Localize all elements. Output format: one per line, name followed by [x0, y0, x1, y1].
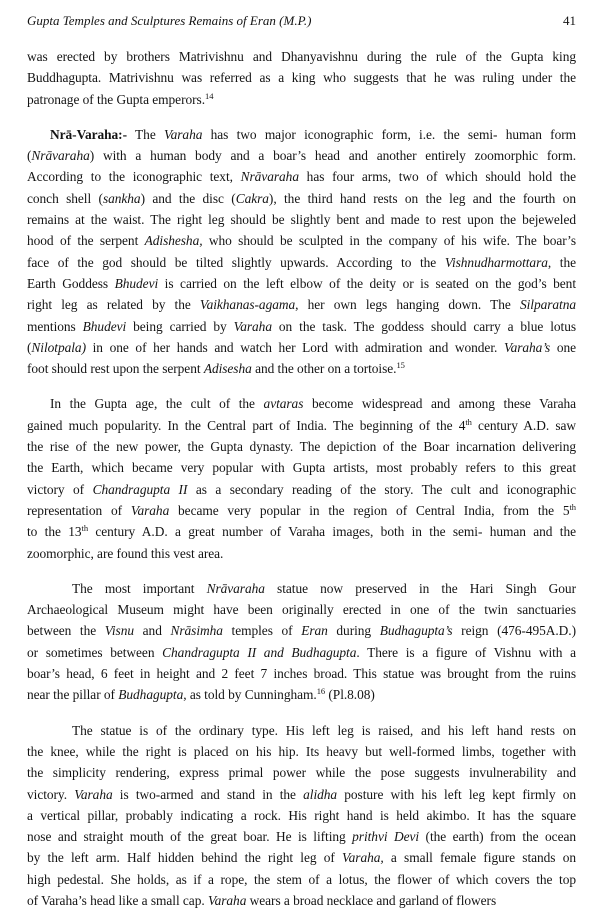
text-segment: and [134, 623, 171, 639]
text-line [27, 415, 576, 436]
text-segment: Chandragupta II and Budhagupta [162, 644, 357, 660]
text-segment: victory of [27, 481, 93, 497]
text-line [27, 805, 576, 826]
text-segment: Varaha [233, 318, 272, 334]
text-segment: statue now preserved in the Hari Singh Gour [264, 580, 576, 596]
text-segment: has two major iconographic form, i.e. the semi- human form [202, 126, 576, 142]
footnote-ref: th [569, 501, 576, 512]
paragraph-1 [27, 46, 576, 110]
text-segment: Eran [301, 623, 328, 639]
text-segment: the simplicity rendering, express primal power while the pose suggests invulnerability and [27, 765, 576, 781]
text-segment: Bhudevi [114, 275, 159, 291]
text-segment: reign (476-495A.D.) [452, 623, 577, 639]
footnote-ref: 16 [316, 686, 326, 697]
text-segment: the rise of the new power, the Gupta dynasty. The depiction of the Boar incarnation delivering [27, 439, 576, 455]
text-line [27, 784, 576, 805]
text-segment: a small female figure stands on [383, 850, 576, 866]
text-segment: sankha [102, 190, 141, 206]
text-segment: in one of her hands and watch her Lord with admiration and wonder. [85, 339, 504, 355]
running-head-title: Gupta Temples and Sculptures Remains of Eran (M.P.) [27, 13, 312, 28]
text-line [27, 67, 576, 88]
text-line [27, 252, 576, 273]
text-segment: Adishesha, [144, 233, 203, 249]
text-segment: Chandragupta II [92, 481, 188, 497]
text-segment: Earth Goddess [27, 275, 115, 291]
text-line [27, 46, 576, 67]
text-segment: patronage of the Gupta emperors. [27, 91, 205, 107]
text-segment: conch shell ( [27, 190, 103, 206]
text-segment: boar’s head, 6 feet in height and 2 feet 7 inches broad. This statue was brought from the ruins [27, 666, 576, 682]
text-segment: , the [547, 254, 576, 270]
text-segment: century A.D. saw [471, 417, 576, 433]
text-line [27, 869, 576, 890]
text-segment: , as told by Cunningham. [183, 687, 317, 703]
text-segment: Nilotpala) [31, 339, 86, 355]
text-segment: Cakra [235, 190, 269, 206]
text-segment: zoomorphic, are found this vest area. [27, 545, 224, 561]
text-segment: between the [27, 623, 105, 639]
text-line [27, 316, 576, 337]
text-segment: prithvi Devi [352, 829, 420, 845]
text-segment: , her own legs hanging down. The [295, 297, 520, 313]
text-segment: Archaeological Museum might have been originally erected in one of the twin sanctuaries [27, 602, 576, 618]
text-line [27, 543, 576, 564]
text-segment: . There is a figure of Vishnu with a [356, 644, 576, 660]
text-line [27, 479, 576, 500]
text-segment: is two-armed and stand in the [112, 786, 304, 802]
text-segment: near the pillar of [27, 687, 119, 703]
text-line [27, 393, 576, 414]
text-line [27, 188, 576, 209]
text-segment: The statue is of the ordinary type. His left leg is raised, and his left hand rests on [72, 722, 576, 738]
text-segment: foot should rest upon the serpent [27, 361, 204, 377]
text-segment: Bhudevi [82, 318, 127, 334]
text-segment: Vaikhanas-agama [199, 297, 296, 313]
text-segment: Nrāvaraha [240, 169, 299, 185]
text-segment: or sometimes between [27, 644, 163, 660]
text-segment: gained much popularity. In the Central part of India. The beginning of the 4 [27, 417, 466, 433]
text-segment: temples of [222, 623, 302, 639]
text-line [27, 294, 576, 315]
text-line [27, 166, 576, 187]
text-segment: Varaha [74, 786, 113, 802]
text-line [27, 642, 576, 663]
text-line [27, 521, 576, 542]
paragraph-2 [27, 124, 576, 380]
page-body [27, 46, 576, 911]
text-segment: The most important [72, 580, 207, 596]
text-segment: wears a broad necklace and garland of flowers [246, 892, 497, 908]
text-segment: In the Gupta age, the cult of the [50, 396, 264, 412]
text-segment: was erected by brothers Matrivishnu and Dhanyavishnu during the rule of the Gupta king [27, 49, 576, 64]
paragraph-3 [27, 393, 576, 563]
text-segment: Nrāvaraha [206, 580, 265, 596]
text-segment: Budhagupta [118, 687, 184, 703]
text-segment: mentions [27, 318, 83, 334]
text-segment: ) and the disc ( [140, 190, 236, 206]
text-line [27, 684, 576, 705]
text-segment: According to the iconographic text, [27, 169, 241, 185]
text-segment: Budhagupta’s [379, 623, 453, 639]
paragraph-5 [27, 720, 576, 911]
text-line [27, 762, 576, 783]
text-segment: being carried by [126, 318, 234, 334]
text-line [27, 847, 576, 868]
text-line [27, 145, 576, 166]
text-segment: The [127, 126, 164, 142]
text-line [27, 663, 576, 684]
text-segment: century A.D. a great number of Varaha images, both in the semi- human and the [88, 524, 576, 540]
text-segment: victory. [27, 786, 75, 802]
text-segment: high pedestal. She holds, as if a rope, the stem of a lotus, the flower of which covers the top [27, 871, 576, 887]
text-line [27, 273, 576, 294]
text-segment: posture with his left leg kept firmly on [337, 786, 576, 802]
text-segment: Visnu [104, 623, 135, 639]
text-segment: Silparatna [519, 297, 576, 313]
text-segment: right leg as related by the [27, 297, 200, 313]
text-segment: (the earth) from the ocean [419, 829, 577, 845]
text-segment: is carried on the left elbow of the deity or is seated on the god’s bent [158, 275, 576, 291]
text-segment: become widespread and among these Varaha [303, 396, 576, 412]
text-segment: the knee, while the right is placed on his hip. Its heavy but well-formed limbs, together with [27, 743, 576, 759]
page-number: 41 [563, 13, 576, 28]
text-segment: during [327, 623, 380, 639]
text-segment: on the task. The goddess should carry a blue lotus [271, 318, 577, 334]
text-segment: (Pl.8.08) [325, 687, 375, 703]
text-segment: by the left arm. Half hidden behind the right leg of [27, 850, 343, 866]
text-segment: became very popular in the region of Central India, from the 5 [169, 502, 570, 518]
footnote-ref: 14 [205, 90, 214, 101]
text-segment: Varaha [207, 892, 247, 908]
text-segment: ( [27, 148, 32, 164]
text-segment: ) with a human body and a boar’s head and another entirely zoomorphic form. [89, 148, 576, 164]
paragraph-4 [27, 578, 576, 706]
text-line [27, 358, 576, 379]
text-segment: hood of the serpent [27, 233, 145, 249]
text-line [27, 337, 576, 358]
text-segment: ), the third hand rests on the leg and the fourth on [268, 190, 576, 206]
text-segment: of Varaha’s head like a small cap. [27, 892, 208, 908]
footnote-ref: th [465, 416, 472, 427]
text-segment: who should be sculpted in the company of his wife. The boar’s [202, 233, 576, 249]
text-segment: Varaha, [342, 850, 384, 866]
text-segment: Vishnudharmottara [444, 254, 548, 270]
text-line [27, 720, 576, 741]
text-segment: and the other on a tortoise. [251, 361, 397, 377]
text-segment: one [550, 339, 577, 355]
text-segment: Varaha [130, 502, 170, 518]
text-line [27, 578, 576, 599]
text-segment: alidha [303, 786, 338, 802]
text-line [27, 124, 576, 145]
text-segment: ( [27, 339, 32, 355]
text-segment: Varaha [163, 126, 203, 142]
text-line [27, 890, 576, 911]
text-segment: remains at the waist. The right leg should be slightly bent and made to rest upon the bejeweled [27, 212, 576, 228]
text-segment: Nrā-Varaha:- [50, 126, 128, 142]
text-line [27, 230, 576, 251]
text-segment: Nrāvaraha [31, 148, 90, 164]
footnote-ref: 15 [396, 360, 405, 371]
text-segment: Buddhagupta. Matrivishnu was referred as a king who suggests that he was ruling under the [27, 70, 576, 86]
text-line [27, 826, 576, 847]
text-line [27, 500, 576, 521]
text-line [27, 599, 576, 620]
text-segment: has four arms, two of which should hold the [298, 169, 577, 185]
text-segment: nose and straight mouth of the great boar. He is lifting [27, 829, 353, 845]
text-segment: representation of [27, 502, 131, 518]
text-line [27, 741, 576, 762]
text-line [27, 89, 576, 110]
text-line [27, 436, 576, 457]
text-segment: face of the god should be tilted slightly upwards. According to the [27, 254, 445, 270]
footnote-ref: th [81, 523, 89, 534]
text-segment: Adisesha [203, 361, 252, 377]
text-line [27, 209, 576, 230]
text-segment: to the 13 [27, 524, 82, 540]
text-segment: as a secondary reading of the story. The cult and iconographic [187, 481, 577, 497]
text-segment: a vertical pillar, probably indicating a rock. His right hand is held akimbo. It has the square [27, 807, 576, 823]
text-line [27, 457, 576, 478]
text-segment: Varaha’s [503, 339, 551, 355]
text-line [27, 620, 576, 641]
text-segment: avtaras [263, 396, 304, 412]
text-segment: the Earth, which became very popular with Gupta artists, most probably refers to this great [27, 460, 576, 476]
text-segment: Nrāsimha [170, 623, 223, 639]
